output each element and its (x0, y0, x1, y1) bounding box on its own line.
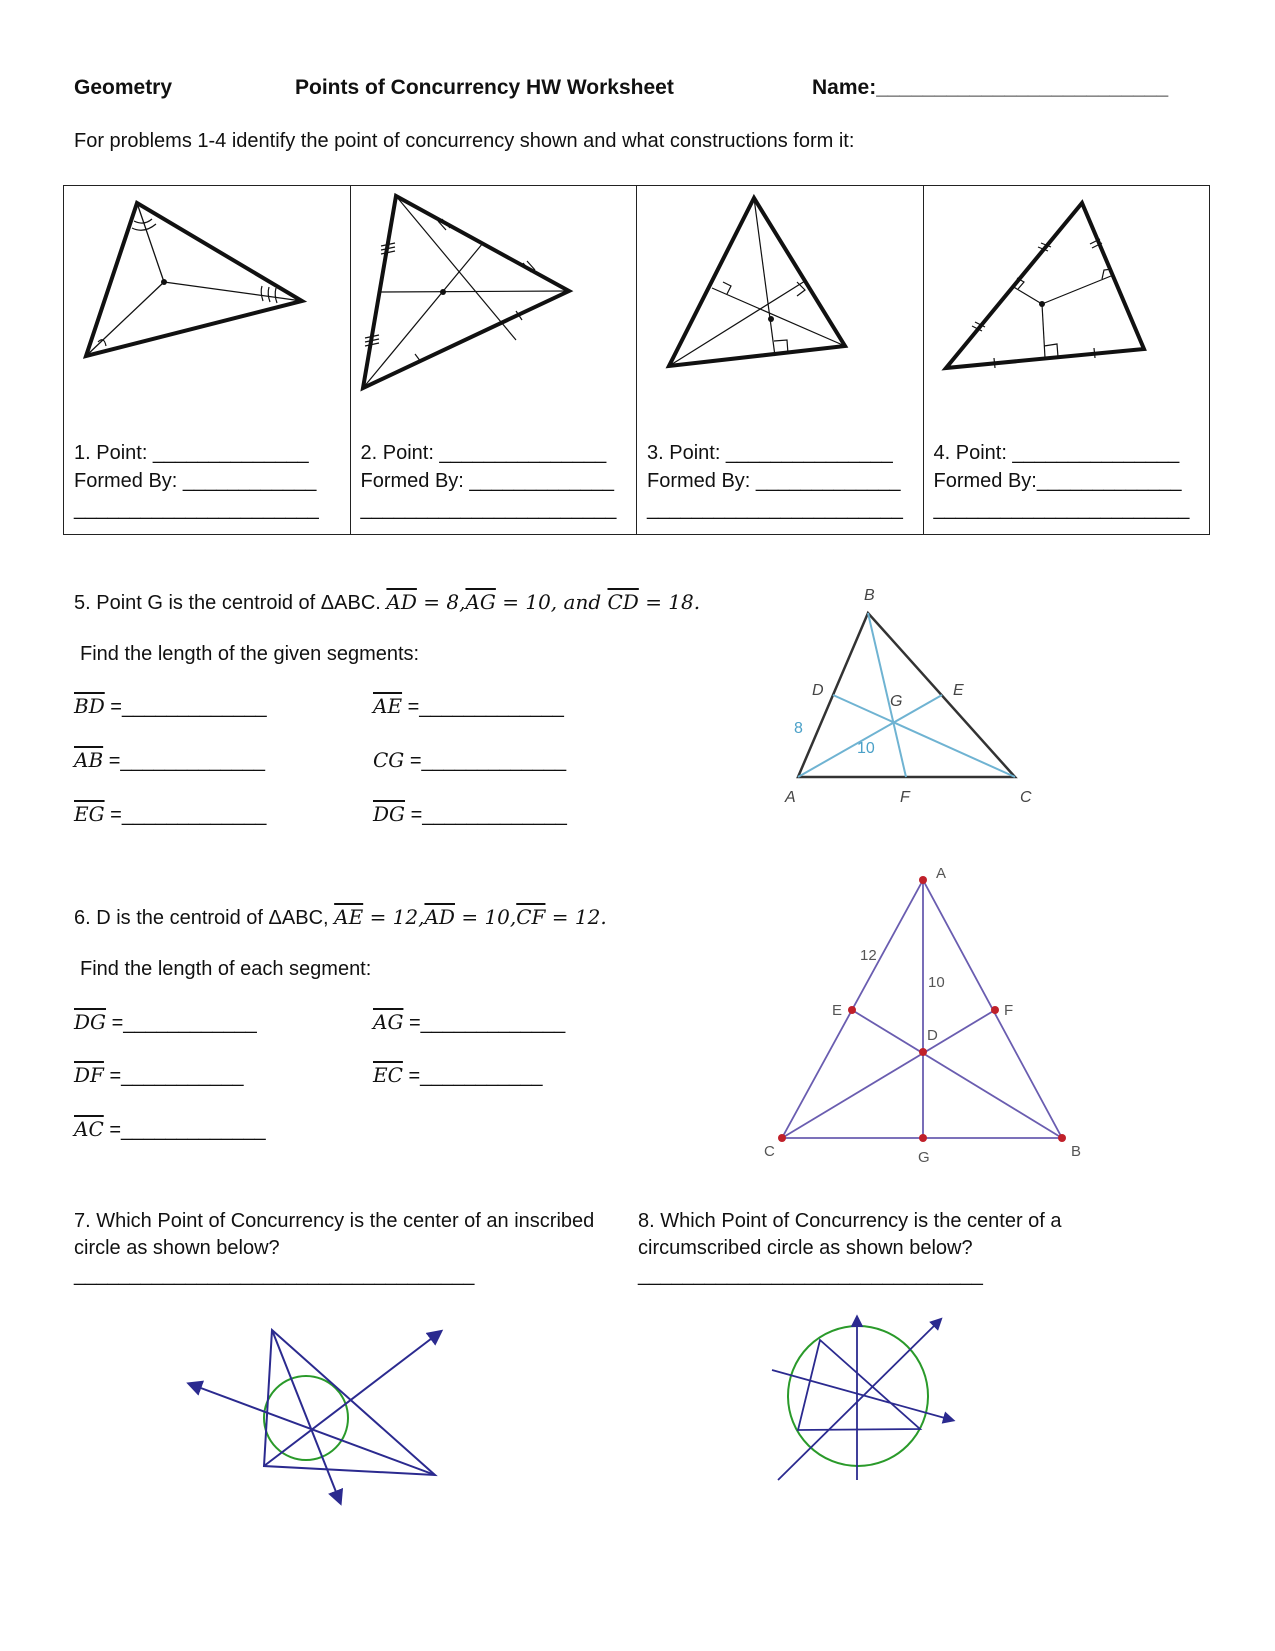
p5-length-10: 10 (857, 740, 875, 757)
p6-label-e: E (832, 1002, 843, 1019)
p5-label-b: B (864, 587, 875, 604)
incenter-triangle-figure (64, 186, 344, 436)
name-field[interactable]: Name:_________________________ (812, 76, 1169, 99)
problem-7-incircle-figure (180, 1290, 480, 1510)
p5-answer-dg[interactable]: $\overline{DG}$ =_____________ (373, 802, 567, 826)
p6-label-b: B (1071, 1143, 1082, 1160)
p6-label-c: C (764, 1143, 775, 1160)
p5-length-8: 8 (794, 720, 803, 737)
p5-answer-eg[interactable]: $\overline{EG}$ =_____________ (74, 802, 267, 826)
problem-5-figure (770, 580, 1050, 820)
problem-3-cell (637, 186, 924, 534)
problem-4-answer-line[interactable]: _______________________ (933, 498, 1190, 520)
p5-label-a: A (785, 789, 796, 806)
worksheet-title: Points of Concurrency HW Worksheet (295, 76, 674, 99)
problem-7-answer-line[interactable]: ____________________________________ (74, 1264, 475, 1286)
problem-3-point[interactable]: 3. Point: _______________ (647, 442, 893, 464)
problem-6-figure (750, 860, 1090, 1180)
problem-3-answer-line[interactable]: _______________________ (647, 498, 903, 520)
p6-label-f: F (1004, 1002, 1014, 1019)
p6-length-12: 12 (860, 947, 877, 964)
problem-6-stem: 6. D is the centroid of ΔABC, $\overline{AE} = 12,\overline{AD} = 10,\overline{CF} = 12$. (74, 905, 607, 929)
problem-4-cell (924, 186, 1210, 534)
p5-label-c: C (1020, 789, 1032, 806)
intro-instructions: For problems 1-4 identify the point of concurrency shown and what constructions form it: (74, 130, 855, 152)
circumcenter-triangle-figure (924, 186, 1204, 436)
problem-4-point[interactable]: 4. Point: _______________ (933, 442, 1180, 464)
p6-length-10: 10 (928, 974, 945, 991)
p5-label-g: G (890, 693, 903, 710)
problem-1-point[interactable]: 1. Point: ______________ (74, 442, 309, 464)
problem-1-formed-by[interactable]: Formed By: ____________ (74, 470, 317, 492)
p6-label-a: A (936, 865, 947, 882)
p6-label-d: D (927, 1027, 938, 1044)
problem-2-formed-by[interactable]: Formed By: _____________ (360, 470, 615, 492)
p5-medians (798, 613, 1015, 777)
p5-label-f: F (900, 789, 910, 806)
problem-8-answer-line[interactable]: _______________________________ (638, 1264, 983, 1286)
problem-1-cell (64, 186, 351, 534)
p6-answer-df[interactable]: $\overline{DF}$ =___________ (74, 1063, 244, 1087)
p5-answer-ab[interactable]: $\overline{AB}$ =_____________ (74, 748, 265, 772)
orthocenter-triangle-figure (637, 186, 917, 436)
problem-5-instruction: Find the length of the given segments: (80, 643, 420, 665)
problem-5-stem: 5. Point G is the centroid of ΔABC. $\overline{AD} = 8,\overline{AG} = 10$, and $\overline{CD} = 18$. (74, 590, 701, 614)
problems-1-4-table (63, 185, 1210, 535)
centroid-triangle-figure (351, 186, 631, 436)
problem-6-instruction: Find the length of each segment: (80, 958, 372, 980)
problem-1-answer-line[interactable]: ______________________ (74, 498, 319, 520)
problem-2-cell (351, 186, 638, 534)
p6-answer-ec[interactable]: $\overline{EC}$ =___________ (373, 1063, 543, 1087)
problem-3-formed-by[interactable]: Formed By: _____________ (647, 470, 901, 492)
p5-answer-bd[interactable]: $\overline{BD}$ =_____________ (74, 694, 267, 718)
problem-2-point[interactable]: 2. Point: _______________ (360, 442, 607, 464)
p6-answer-ag[interactable]: $\overline{AG}$ =_____________ (373, 1010, 566, 1034)
problem-4-formed-by[interactable]: Formed By:_____________ (933, 470, 1182, 492)
p5-label-d: D (812, 682, 824, 699)
problem-2-answer-line[interactable]: _______________________ (360, 498, 617, 520)
problem-8-circumcircle-figure (760, 1310, 960, 1490)
p6-answer-ac[interactable]: $\overline{AC}$ =_____________ (74, 1117, 266, 1141)
p5-label-e: E (953, 682, 964, 699)
p5-answer-cg[interactable]: CG =_____________ (373, 748, 567, 772)
subject-label: Geometry (74, 76, 173, 99)
p6-label-g: G (918, 1149, 930, 1166)
problem-8-prompt: 8. Which Point of Concurrency is the center of a circumscribed circle as shown below? _______________________________ (638, 1208, 1062, 1289)
problem-7-prompt: 7. Which Point of Concurrency is the center of an inscribed circle as shown below? ____________________________________ (74, 1208, 594, 1289)
p6-answer-dg[interactable]: $\overline{DG}$ =____________ (74, 1010, 257, 1034)
p5-answer-ae[interactable]: $\overline{AE}$ =_____________ (373, 694, 564, 718)
